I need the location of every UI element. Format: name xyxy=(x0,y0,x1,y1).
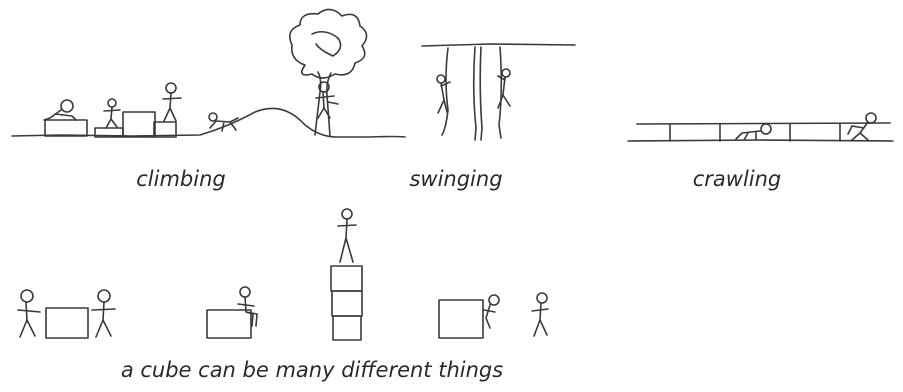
tunnel-bottom xyxy=(628,140,893,141)
cube-sketch-carry xyxy=(18,290,115,338)
caption-crawling: crawling xyxy=(692,167,782,191)
rope-right xyxy=(499,47,501,138)
crawler-1-body xyxy=(736,131,760,140)
cube-sketch-stack xyxy=(331,209,362,340)
carry-figure-2-body xyxy=(92,302,115,337)
figure-2-head xyxy=(108,99,116,107)
seat-cube xyxy=(207,310,251,338)
stack-cube-2 xyxy=(332,291,362,316)
crawling-sketch xyxy=(628,113,893,141)
crawler-1-head xyxy=(761,124,771,134)
swinging-sketch xyxy=(422,44,575,140)
tree-canopy xyxy=(290,9,367,78)
swing-figure-2-body xyxy=(498,76,510,108)
tree-inner-scribble xyxy=(312,32,341,56)
climbing-ground xyxy=(12,108,405,137)
swing-figure-1-head xyxy=(437,75,445,83)
crawler-2-body xyxy=(848,122,868,140)
peeking-figure-body xyxy=(484,305,495,328)
stack-cube-1 xyxy=(333,316,361,340)
caption-swinging: swinging xyxy=(409,167,503,191)
hide-cube xyxy=(439,300,483,338)
stack-figure-body xyxy=(338,219,356,262)
cube-sketch-seat xyxy=(207,287,257,338)
caption-climbing: climbing xyxy=(136,167,226,191)
stack-figure-head xyxy=(342,209,352,219)
crouching-figure-head xyxy=(61,100,73,112)
stack-cube-3 xyxy=(331,266,362,291)
standing-figure-head xyxy=(537,293,547,303)
carry-figure-1-body xyxy=(18,302,40,337)
step-platform-2 xyxy=(123,112,155,137)
figure-3-head xyxy=(166,83,176,93)
carried-cube xyxy=(46,308,88,338)
swing-figure-2-head xyxy=(502,69,510,77)
peeking-figure-head xyxy=(489,295,499,305)
figure-2-body xyxy=(104,107,120,128)
low-platform xyxy=(45,120,87,136)
rope-middle xyxy=(474,47,476,140)
rope-middle-2 xyxy=(480,47,482,140)
figure-4-body xyxy=(210,118,238,131)
carry-figure-1-head xyxy=(21,290,33,302)
carry-figure-2-head xyxy=(98,290,110,302)
caption-cube: a cube can be many different things xyxy=(120,358,504,382)
sitting-figure-head xyxy=(240,287,250,297)
figure-4-head xyxy=(209,113,217,121)
figure-3-body xyxy=(163,93,181,121)
swing-top-bar xyxy=(422,44,575,46)
crouching-figure-body xyxy=(44,110,76,120)
sitting-figure-body xyxy=(238,297,257,326)
cube-sketch-hide xyxy=(439,293,548,338)
climbing-sketch xyxy=(12,9,405,137)
standing-figure-body xyxy=(532,303,548,336)
